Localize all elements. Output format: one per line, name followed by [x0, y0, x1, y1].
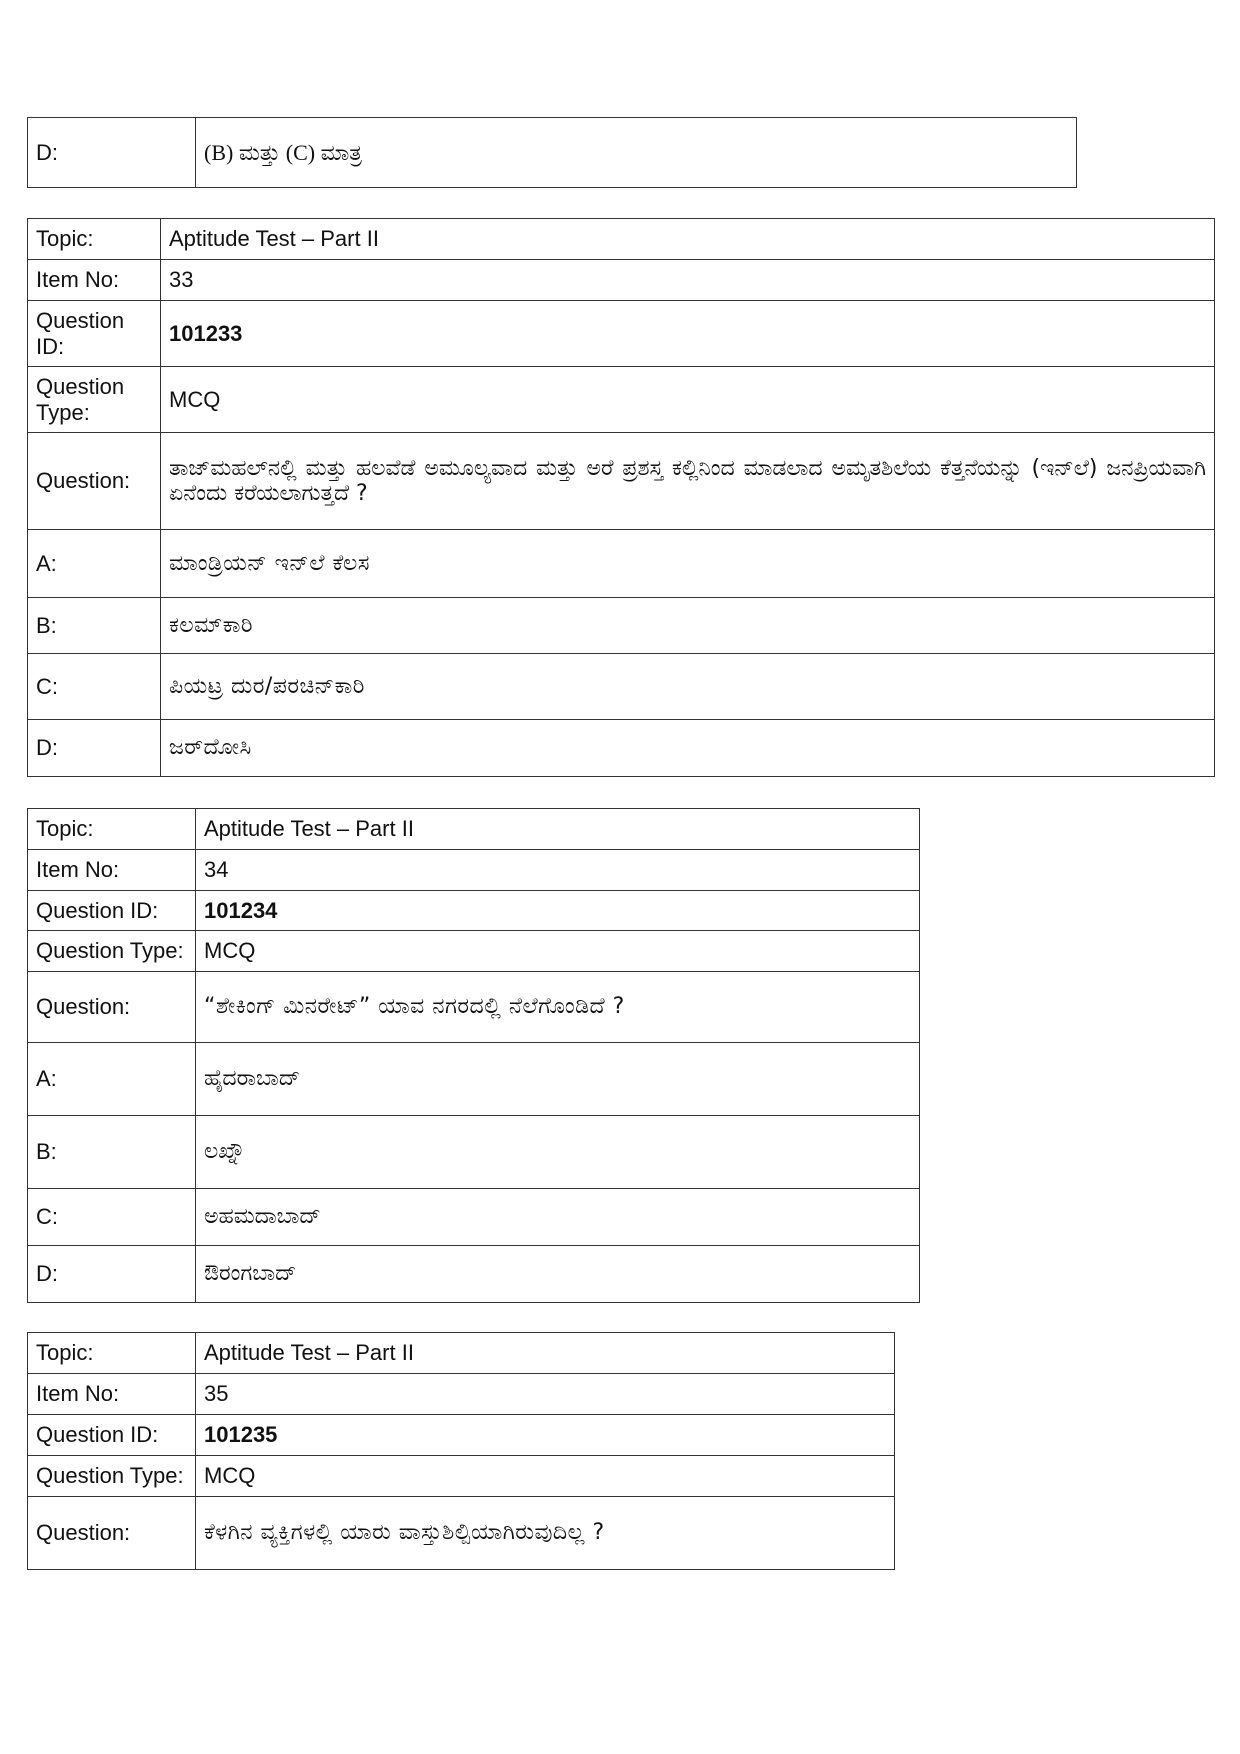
topic-row [28, 1333, 895, 1374]
option-text: (B) ಮತ್ತು (C) ಮಾತ್ರ [196, 118, 1077, 188]
option-b-label: B: [28, 598, 161, 654]
question-type-label: Question Type: [28, 367, 161, 433]
option-d-label: D: [28, 720, 161, 777]
question-type-value: MCQ [196, 931, 920, 972]
question-label: Question: [28, 1497, 196, 1570]
option-b-label: B: [28, 1116, 196, 1189]
question-id-row [28, 301, 1215, 367]
option-a-text: ಮಾಂಡ್ರಿಯನ್ ಇನ್‌ಲೆ ಕೆಲಸ [161, 530, 1215, 598]
topic-value: Aptitude Test – Part II [196, 809, 920, 850]
question-id-value: 101235 [196, 1415, 895, 1456]
item-no-row [28, 260, 1215, 301]
previous-question-table [27, 117, 1077, 188]
question-id-label: Question ID: [28, 301, 161, 367]
item-no-label: Item No: [28, 1374, 196, 1415]
topic-label: Topic: [28, 219, 161, 260]
option-c-text: ಅಹಮದಾಬಾದ್ [196, 1189, 920, 1246]
topic-value: Aptitude Test – Part II [161, 219, 1215, 260]
option-d-text: ಜರ್‌ದೋಸಿ [161, 720, 1215, 777]
question-text: ತಾಜ್‌ಮಹಲ್‌ನಲ್ಲಿ ಮತ್ತು ಹಲವೆಡೆ ಅಮೂಲ್ಯವಾದ ಮತ್ತು ಅರೆ ಪ್ರಶಸ್ತ ಕಲ್ಲಿನಿಂದ ಮಾಡಲಾದ ಅಮೃತಶಿಲೆಯ ಕೆತ್ತನೆಯನ್ನು (ಇನ್‌ಲೆ) ಜನಪ್ರಿಯವಾಗಿ ಏನೆಂದು ಕರೆಯಲಾಗುತ್ತದೆ ? [161, 433, 1215, 530]
option-a-row [28, 530, 1215, 598]
question-row [28, 433, 1215, 530]
option-d-row [28, 1246, 920, 1303]
question-type-label: Question Type: [28, 1456, 196, 1497]
item-no-label: Item No: [28, 850, 196, 891]
question-id-label: Question ID: [28, 1415, 196, 1456]
question-type-row [28, 367, 1215, 433]
option-a-label: A: [28, 1043, 196, 1116]
question-text: “ಶೇಕಿಂಗ್ ಮಿನರೇಟ್” ಯಾವ ನಗರದಲ್ಲಿ ನೆಲೆಗೊಂಡಿದೆ ? [196, 972, 920, 1043]
option-row [28, 118, 1077, 188]
topic-label: Topic: [28, 809, 196, 850]
item-no-value: 34 [196, 850, 920, 891]
question-text: ಕೆಳಗಿನ ವ್ಯಕ್ತಿಗಳಲ್ಲಿ ಯಾರು ವಾಸ್ತುಶಿಲ್ಪಿಯಾಗಿರುವುದಿಲ್ಲ ? [196, 1497, 895, 1570]
question-id-label: Question ID: [28, 891, 196, 931]
topic-row [28, 219, 1215, 260]
question-table-33 [27, 218, 1215, 777]
topic-label: Topic: [28, 1333, 196, 1374]
question-table-34 [27, 808, 920, 1303]
question-id-value: 101233 [161, 301, 1215, 367]
option-c-text: ಪಿಯಟ್ರ ದುರ/ಪರಚಿನ್‌ಕಾರಿ [161, 654, 1215, 720]
option-d-text: ಔರಂಗಬಾದ್ [196, 1246, 920, 1303]
question-row [28, 1497, 895, 1570]
option-b-row [28, 1116, 920, 1189]
question-id-row [28, 1415, 895, 1456]
option-c-row [28, 654, 1215, 720]
item-no-row [28, 850, 920, 891]
option-label: D: [28, 118, 196, 188]
option-b-text: ಲಖ್ನೌ [196, 1116, 920, 1189]
question-row [28, 972, 920, 1043]
topic-value: Aptitude Test – Part II [196, 1333, 895, 1374]
option-a-row [28, 1043, 920, 1116]
option-b-text: ಕಲಮ್‌ಕಾರಿ [161, 598, 1215, 654]
question-label: Question: [28, 972, 196, 1043]
option-c-row [28, 1189, 920, 1246]
option-d-row [28, 720, 1215, 777]
option-c-label: C: [28, 654, 161, 720]
item-no-label: Item No: [28, 260, 161, 301]
question-type-row [28, 931, 920, 972]
item-no-row [28, 1374, 895, 1415]
option-a-label: A: [28, 530, 161, 598]
question-type-row [28, 1456, 895, 1497]
option-b-row [28, 598, 1215, 654]
question-id-row [28, 891, 920, 931]
question-type-label: Question Type: [28, 931, 196, 972]
question-label: Question: [28, 433, 161, 530]
question-id-value: 101234 [196, 891, 920, 931]
option-d-label: D: [28, 1246, 196, 1303]
item-no-value: 33 [161, 260, 1215, 301]
question-type-value: MCQ [161, 367, 1215, 433]
option-a-text: ಹೈದರಾಬಾದ್ [196, 1043, 920, 1116]
topic-row [28, 809, 920, 850]
option-c-label: C: [28, 1189, 196, 1246]
question-table-35 [27, 1332, 895, 1570]
question-type-value: MCQ [196, 1456, 895, 1497]
item-no-value: 35 [196, 1374, 895, 1415]
